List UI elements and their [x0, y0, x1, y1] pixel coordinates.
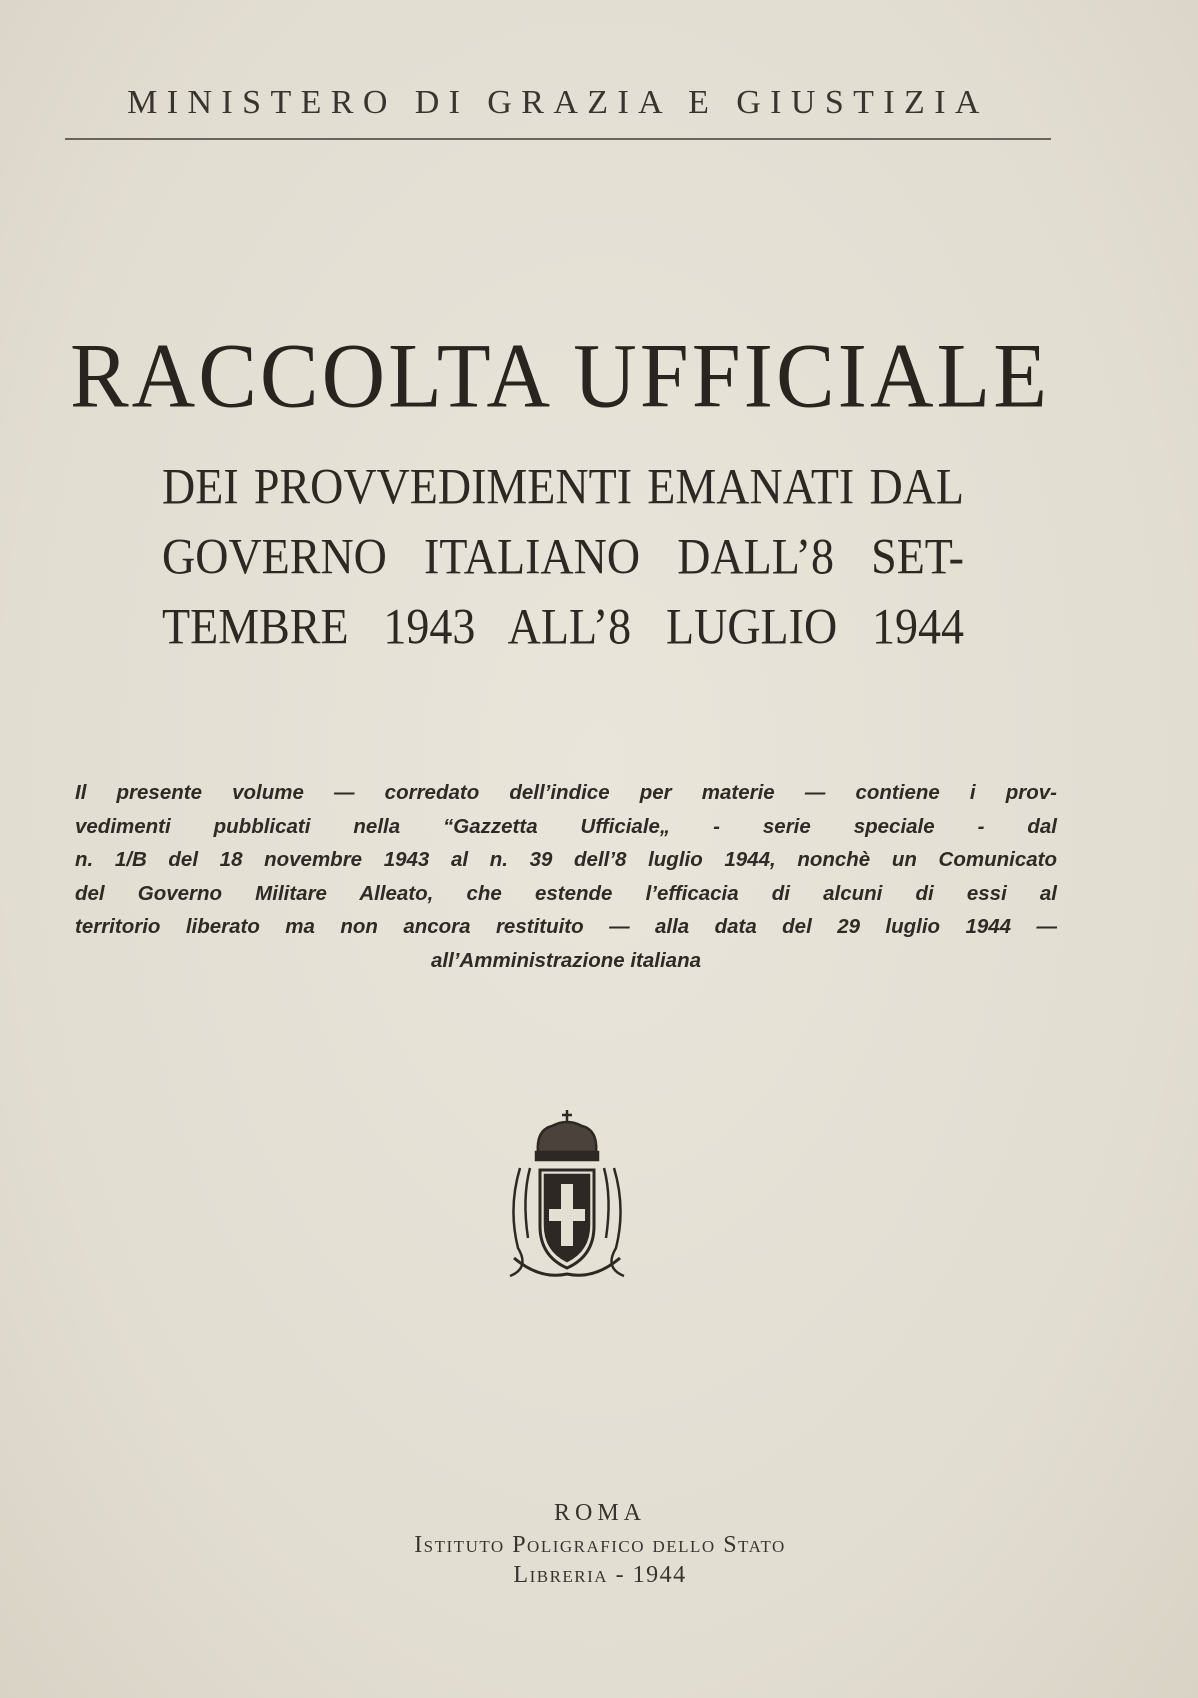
main-title: RACCOLTA UFFICIALE — [69, 325, 1051, 428]
description-line: Il presente volume — corredato dell’indice per materie — contiene i prov- — [75, 781, 1057, 804]
ministry-header: MINISTERO DI GRAZIA E GIUSTIZIA — [127, 84, 989, 121]
description-line: n. 1/B del 18 novembre 1943 al n. 39 dell’8 luglio 1944, nonchè un Comunicato — [75, 848, 1057, 871]
subtitle-line: TEMBRE 1943 ALL’8 LUGLIO 1944 — [162, 598, 964, 655]
imprint-edition: Libreria - 1944 — [513, 1562, 687, 1588]
imprint-city: ROMA — [553, 1500, 646, 1526]
subtitle-line: DEI PROVVEDIMENTI EMANATI DAL — [162, 458, 964, 515]
description-line: all’Amministrazione italiana — [431, 948, 701, 972]
description-line: vedimenti pubblicati nella “Gazzetta Ufficiale„ - serie speciale - dal — [75, 814, 1057, 838]
description-line: del Governo Militare Alleato, che estende l’efficacia di alcuni di essi al — [75, 881, 1057, 905]
subtitle-line: GOVERNO ITALIANO DALL’8 SET- — [162, 528, 964, 585]
header-rule — [65, 138, 1051, 140]
savoy-coat-of-arms-icon — [500, 1108, 634, 1280]
description-paragraph — [75, 776, 1057, 977]
imprint-publisher: Istituto Poligrafico dello Stato — [414, 1532, 786, 1558]
description-line: territorio liberato ma non ancora restituito — alla data del 29 luglio 1944 — — [75, 915, 1057, 938]
